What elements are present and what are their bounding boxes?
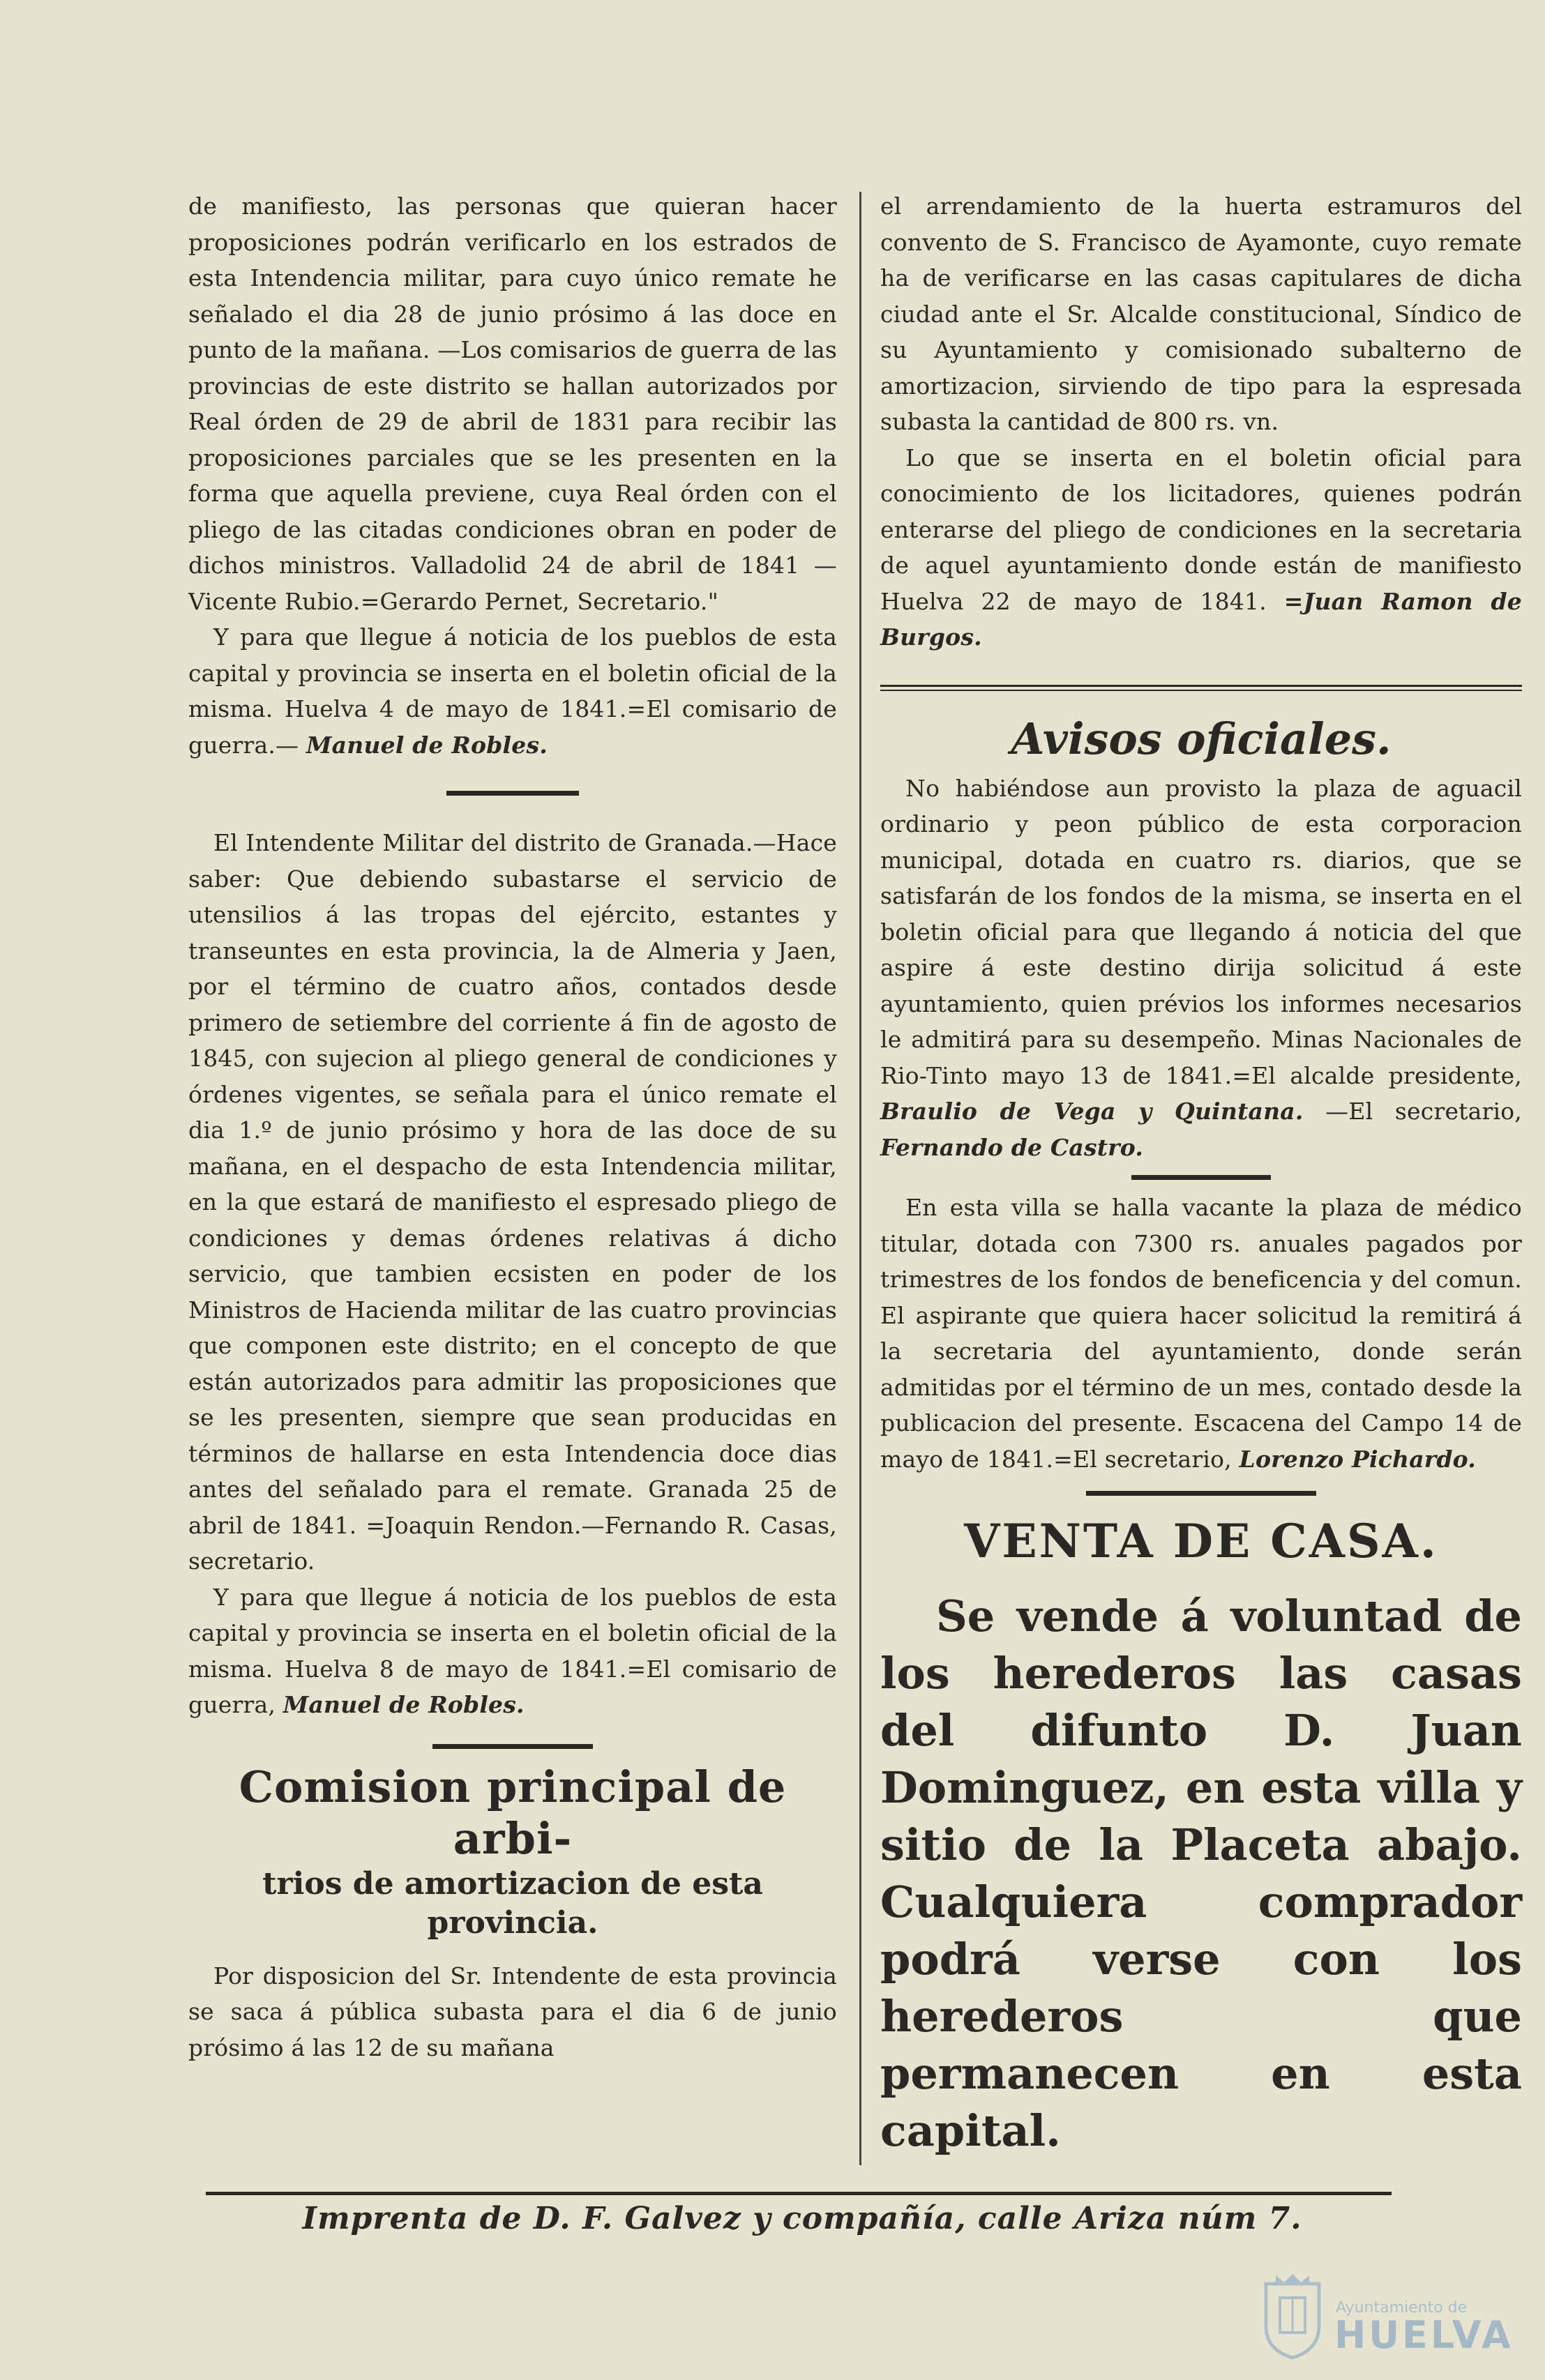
insertion-notice-2: Y para que llegue á noticia de los pueblos de esta capital y provincia se inserta en el boletin oficial de la misma. Huelva 8 de mayo de 1841.=El comisario de guerra, Manuel de Robles. bbox=[188, 1583, 837, 1718]
section-rule bbox=[880, 685, 1522, 691]
signature: Manuel de Robles. bbox=[282, 1691, 525, 1718]
section-heading: Comision principal de arbi- bbox=[239, 1761, 787, 1864]
section-rule bbox=[1131, 1175, 1271, 1180]
article-continuation: de manifiesto, las personas que quieran hacer proposiciones podrán verificarlo en los estrados de esta Intendencia militar, para cuyo único remate he señalado el dia 28 de junio prósimo á las doce en punto de la mañana. —Los comisarios de guerra de las provincias de este distrito se hallan autorizados por Real órden de 29 de abril de 1831 para recibir las proposiciones parciales que se les presenten en la forma que aquella previene, cuya Real órden con el pliego de las citadas condiciones obran en poder de dichos ministros. Valladolid 24 de abril de 1841 —Vicente Rubio.=Gerardo Pernet, Secretario." bbox=[188, 192, 837, 615]
medico-notice: En esta villa se halla vacante la plaza de médico titular, dotada con 7300 rs. anuales pagados por trimestres de los fondos de beneficencia y del comun. El aspirante que quiera hacer solicitud la remitirá á la secretaria del ayuntamiento, donde serán admitidas por el término de un mes, contado desde la publicacion del presente. Escacena del Campo 14 de mayo de 1841.=El secretario, Lorenzo Pichardo. bbox=[880, 1194, 1522, 1473]
subasta-announcement: Por disposicion del Sr. Intendente de esta provincia se saca á pública subasta para el dia 6 de junio prósimo á las 12 de su mañana bbox=[188, 1962, 837, 2061]
aguacil-notice: No habiéndose aun provisto la plaza de aguacil ordinario y peon público de esta corporacion municipal, dotada en cuatro rs. diarios, que se satisfarán de los fondos de la misma, se inserta en el boletin oficial para que llegando á noticia del que aspire á este destino dirija solicitud á este ayuntamiento, quien prévios los informes necesarios le admitirá para su desempeño. Minas Nacionales de Rio-Tinto mayo 13 de 1841.=El alcalde presidente, Braulio de Vega y Quintana. —El secretario, Fernando de Castro. bbox=[880, 774, 1522, 1161]
watermark-big: HUELVA bbox=[1334, 2313, 1514, 2357]
column-divider bbox=[859, 192, 861, 2165]
signature: =Juan Ramon de Burgos. bbox=[880, 587, 1522, 651]
footer-rule bbox=[206, 2192, 1392, 2195]
intendente-announcement: El Intendente Militar del distrito de Granada.—Hace saber: Que debiendo subastarse el servicio de utensilios á las tropas del ejército, estantes y transeuntes en esta provincia, la de Almeria y Jaen, por el término de cuatro años, contados desde primero de setiembre del corriente á fin de agosto de 1845, con sujecion al pliego general de condiciones y órdenes vigentes, se señala para el único remate el dia 1.º de junio prósimo y hora de las doce de su mañana, en el despacho de esta Intendencia militar, en la que estará de manifiesto el espresado pliego de condiciones y demas órdenes relativas á dicho servicio, que tambien ecsisten en poder de los Ministros de Hacienda militar de las cuatro provincias que componen este distrito; en el concepto de que están autorizados para admitir las proposiciones que se les presenten, siempre que sean producidas en términos de hallarse en esta Intendencia doce dias antes del señalado para el remate. Granada 25 de abril de 1841. =Joaquin Rendon.—Fernando R. Casas, secretario. bbox=[188, 829, 837, 1575]
left-column bbox=[188, 188, 837, 2066]
right-column bbox=[880, 188, 1522, 2203]
venta-body: Se vende á voluntad de los herederos las casas del difunto D. Juan Dominguez, en esta villa y sitio de la Placeta abajo. Cualquiera comprador podrá verse con los herederos que permanecen en esta capital. bbox=[880, 1591, 1522, 2156]
section-rule bbox=[432, 1744, 593, 1749]
watermark-small: Ayuntamiento de bbox=[1336, 2299, 1468, 2317]
insertion-notice-1: Y para que llegue á noticia de los pueblos de esta capital y provincia se inserta en el boletin oficial de la misma. Huelva 4 de mayo de 1841.=El comisario de guerra.— Manuel de Robles. bbox=[188, 623, 837, 759]
section-rule bbox=[1086, 1491, 1316, 1496]
signature: Manuel de Robles. bbox=[306, 731, 548, 759]
city-shield-icon bbox=[1259, 2270, 1326, 2360]
section-rule bbox=[446, 791, 579, 796]
article-continuation: el arrendamiento de la huerta estramuros del convento de S. Francisco de Ayamonte, cuyo remate ha de verificarse en las casas capitulares de dicha ciudad ante el Sr. Alcalde constitucional, Síndico de su Ayuntamiento y comisionado subalterno de amortizacion, sirviendo de tipo para la espresada subasta la cantidad de 800 rs. vn. bbox=[880, 192, 1522, 435]
venta-heading: VENTA DE CASA. bbox=[964, 1514, 1438, 1568]
section-heading-sub: trios de amortizacion de esta provincia. bbox=[262, 1865, 763, 1941]
signature: Lorenzo Pichardo. bbox=[1239, 1445, 1476, 1473]
printer-imprint: Imprenta de D. F. Galvez y compañía, calle Ariza núm 7. bbox=[302, 2201, 1302, 2236]
insertion-notice-3: Lo que se inserta en el boletin oficial para conocimiento de los licitadores, quienes podrán enterarse del pliego de condiciones en la secretaria de aquel ayuntamiento donde están de manifiesto Huelva 22 de mayo de 1841. =Juan Ramon de Burgos. bbox=[880, 444, 1522, 651]
watermark bbox=[1259, 2270, 1524, 2367]
signature: Braulio de Vega y Quintana. bbox=[880, 1098, 1304, 1125]
signature: Fernando de Castro. bbox=[880, 1133, 1144, 1161]
avisos-heading: Avisos oficiales. bbox=[1011, 713, 1392, 764]
